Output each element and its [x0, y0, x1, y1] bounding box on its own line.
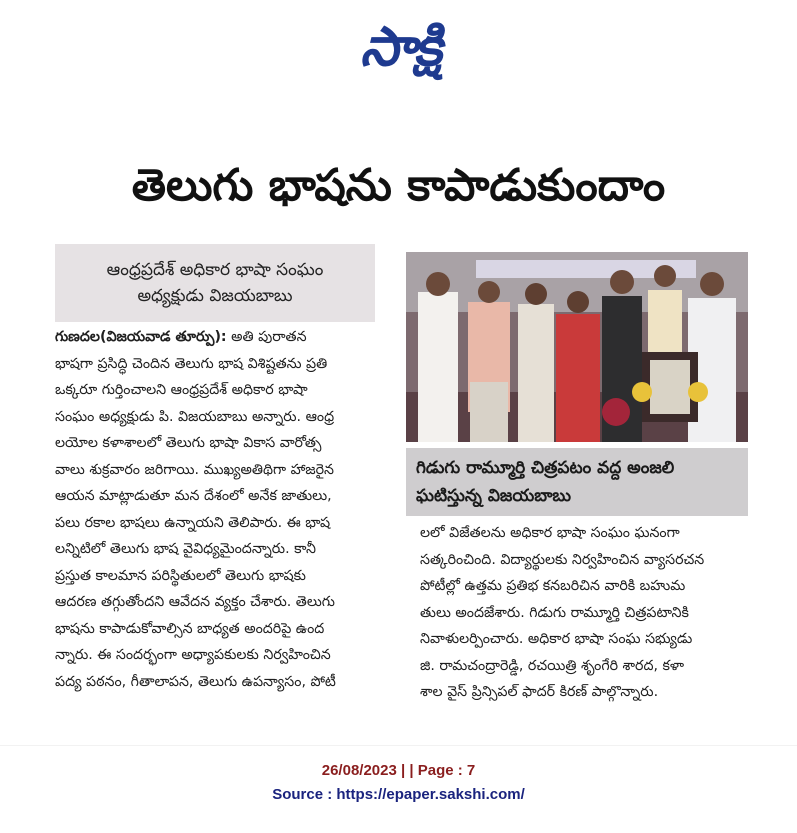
footer-source-link[interactable]: Source : https://epaper.sakshi.com/ — [272, 786, 525, 803]
event-photo — [406, 252, 748, 442]
body-line: లయోల కళాశాలలో తెలుగు భాషా వికాస వారోత్స — [55, 435, 322, 451]
body-line: ఆదరణ తగ్గుతోందని ఆవేదన వ్యక్తం చేశారు. తెలుగు — [55, 594, 335, 610]
body-line: పద్య పఠనం, గీతాలాపన, తెలుగు ఉపన్యాసం, పోటీ — [55, 673, 336, 690]
article-body-left-column — [55, 324, 377, 695]
body-line: ప్రస్తుత కాలమాన పరిస్థితులలో తెలుగు భాషకు — [55, 567, 306, 584]
body-line: భాషను కాపాడుకోవాల్సిన బాధ్యత అందరిపై ఉంద — [55, 620, 325, 637]
body-line: భాషగా ప్రసిద్ధి చెందిన తెలుగు భాష విశిష్టతను ప్రతి — [55, 355, 328, 372]
caption-line: ఘటిస్తున్న విజయబాబు — [416, 486, 572, 506]
body-line: న్నారు. ఈ సందర్భంగా అధ్యాపకులకు నిర్వహించిన — [55, 647, 331, 663]
body-line: సత్కరించింది. విద్యార్థులకు నిర్వహించిన వ్యాసరచన — [420, 551, 705, 568]
body-line-text: అతి పురాతన — [226, 329, 307, 345]
body-line: శాల వైస్ ప్రిన్సిపల్ ఫాదర్ కిరణ్ పాల్గొన్నారు. — [420, 684, 659, 700]
dateline: గుణదల(విజయవాడ తూర్పు): — [55, 329, 227, 345]
subheadline-line: అధ్యక్షుడు విజయబాబు — [137, 286, 293, 306]
article-body-right-column — [420, 520, 750, 706]
footer-date-page: 26/08/2023 | | Page : 7 — [321, 762, 476, 779]
body-line: లన్నిటిలో తెలుగు భాష వైవిధ్యమైందన్నారు. కానీ — [55, 541, 316, 557]
newspaper-logo: సాక్షి — [360, 14, 440, 78]
body-line: ఆయన మాట్లాడుతూ మన దేశంలో అనేక జాతులు, — [55, 488, 332, 504]
body-line: పలు రకాల భాషలు ఉన్నాయని తెలిపారు. ఈ భాష — [55, 514, 331, 531]
caption-line: గిడుగు రామ్మూర్తి చిత్రపటం వద్ద అంజలి — [416, 458, 675, 478]
body-line: జి. రామచంద్రారెడ్డి, రచయిత్రి శృంగేరి శారద, కళా — [420, 657, 685, 674]
body-line — [55, 324, 377, 351]
body-line: ఒక్కరూ గుర్తించాలని ఆంధ్రప్రదేశ్ అధికార భాషా — [55, 382, 308, 398]
event-photo-illustration — [406, 252, 748, 442]
body-line: తులు అందజేశారు. గిడుగు రామ్మూర్తి చిత్రపటానికి — [420, 604, 689, 621]
footer-divider — [0, 745, 797, 746]
photo-caption — [406, 448, 748, 516]
body-line: వాలు శుక్రవారం జరిగాయి. ముఖ్యఅతిథిగా హాజరైన — [55, 461, 334, 478]
body-line: నివాళులర్పించారు. అధికార భాషా సంఘ సభ్యుడు — [420, 631, 693, 647]
subheadline-box — [55, 244, 375, 322]
article-headline: తెలుగు భాషను కాపాడుకుందాం — [131, 160, 666, 211]
body-line: సంఘం అధ్యక్షుడు పి. విజయబాబు అన్నారు. ఆంధ్ర — [55, 408, 335, 425]
body-line: పోటీల్లో ఉత్తమ ప్రతిభ కనబరిచిన వారికి బహుమ — [420, 578, 686, 594]
body-line: లలో విజేతలను అధికార భాషా సంఘం ఘనంగా — [420, 525, 680, 541]
subheadline-line: ఆంధ్రప్రదేశ్ అధికార భాషా సంఘం — [106, 260, 324, 280]
